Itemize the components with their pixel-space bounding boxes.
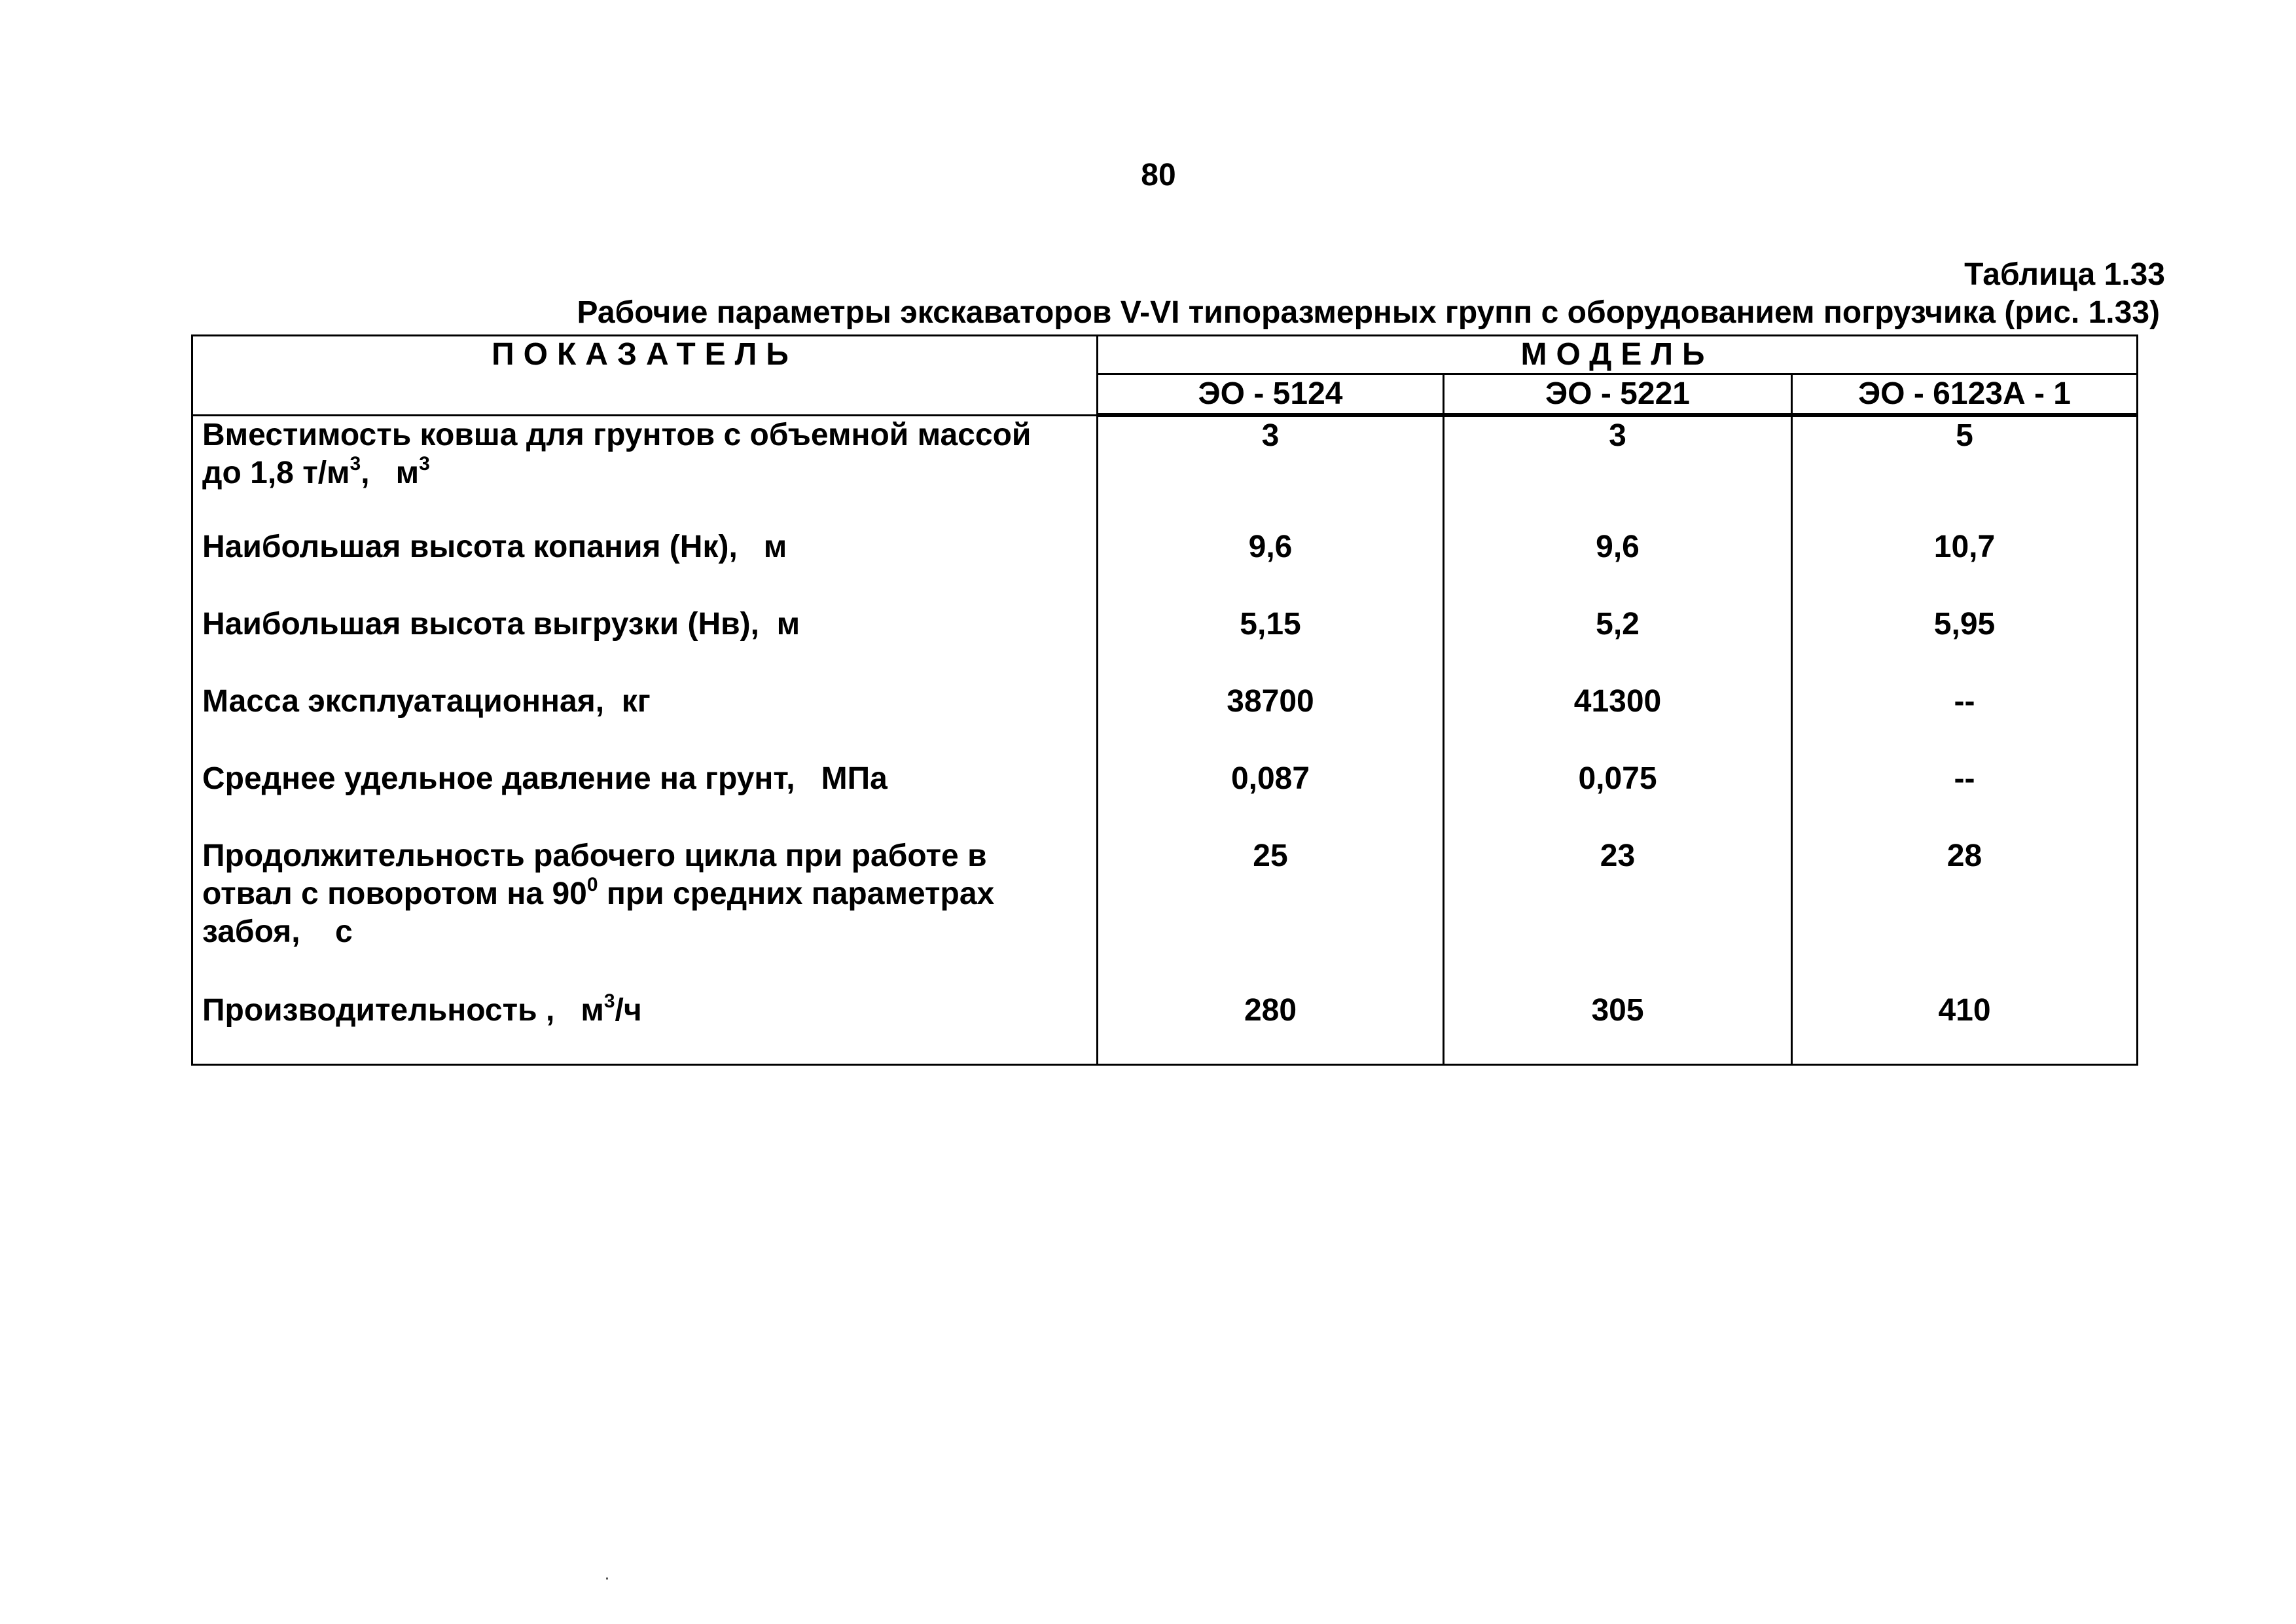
row-label: Наибольшая высота копания (Нк), м xyxy=(192,528,1098,605)
superscript: 3 xyxy=(350,452,361,475)
header-model-3: ЭО - 6123А - 1 xyxy=(1792,374,2138,416)
page-number: 80 xyxy=(1141,158,1176,192)
header-model: МОДЕЛЬ xyxy=(1098,336,2138,374)
table-row xyxy=(192,760,2138,837)
row-label: Среднее удельное давление на грунт, МПа xyxy=(192,760,1098,837)
row-label xyxy=(192,837,1098,992)
scan-speck xyxy=(606,1578,608,1579)
superscript: 0 xyxy=(586,874,598,895)
table-cell: 38700 xyxy=(1098,683,1444,760)
table-cell: -- xyxy=(1792,760,2138,837)
table-cell: 0,087 xyxy=(1098,760,1444,837)
row-label-line: , м xyxy=(361,455,420,490)
row-label xyxy=(192,415,1098,528)
table-cell: 410 xyxy=(1792,992,2138,1065)
row-label-line: Производительность , м xyxy=(202,993,604,1028)
table-cell: 10,7 xyxy=(1792,528,2138,605)
table-cell: 305 xyxy=(1444,992,1792,1065)
superscript: 3 xyxy=(419,452,430,475)
table-row xyxy=(192,415,2138,528)
row-label-line: до 1,8 т/м xyxy=(202,455,350,490)
table-row xyxy=(192,528,2138,605)
row-label-line: Вместимость ковша для грунтов с объемной массой xyxy=(202,417,1031,452)
row-label-line: забоя, с xyxy=(202,914,353,949)
table-cell: 3 xyxy=(1444,415,1792,528)
table-cell: 5 xyxy=(1792,415,2138,528)
table-cell: 28 xyxy=(1792,837,2138,992)
row-label-line: Продолжительность рабочего цикла при работе в xyxy=(202,839,987,873)
table-cell: -- xyxy=(1792,683,2138,760)
table-cell: 41300 xyxy=(1444,683,1792,760)
row-label: Масса эксплуатационная, кг xyxy=(192,683,1098,760)
row-label-line: при средних параметрах xyxy=(598,876,995,911)
superscript: 3 xyxy=(603,990,615,1012)
table-cell: 5,2 xyxy=(1444,605,1792,683)
table-cell: 9,6 xyxy=(1444,528,1792,605)
table-number: Таблица 1.33 xyxy=(1964,257,2165,292)
table-row xyxy=(192,992,2138,1065)
row-label: Наибольшая высота выгрузки (Нв), м xyxy=(192,605,1098,683)
header-model-1: ЭО - 5124 xyxy=(1098,374,1444,416)
table-cell: 0,075 xyxy=(1444,760,1792,837)
table-cell: 25 xyxy=(1098,837,1444,992)
table-cell: 5,15 xyxy=(1098,605,1444,683)
table-row xyxy=(192,605,2138,683)
row-label-line: отвал с поворотом на 90 xyxy=(202,876,587,911)
table-cell: 23 xyxy=(1444,837,1792,992)
row-label xyxy=(192,992,1098,1065)
table-cell: 280 xyxy=(1098,992,1444,1065)
table-cell: 9,6 xyxy=(1098,528,1444,605)
row-label-line: /ч xyxy=(615,993,642,1028)
header-parameter: ПОКАЗАТЕЛЬ xyxy=(192,336,1098,416)
table-row xyxy=(192,683,2138,760)
table-title: Рабочие параметры экскаваторов V-VI типоразмерных групп с оборудованием погрузчика (рис. 1.33) xyxy=(577,295,2160,330)
table-cell: 3 xyxy=(1098,415,1444,528)
data-table xyxy=(191,334,2138,1066)
header-model-2: ЭО - 5221 xyxy=(1444,374,1792,416)
table-row xyxy=(192,837,2138,992)
table-header-row xyxy=(192,336,2138,374)
table-cell: 5,95 xyxy=(1792,605,2138,683)
